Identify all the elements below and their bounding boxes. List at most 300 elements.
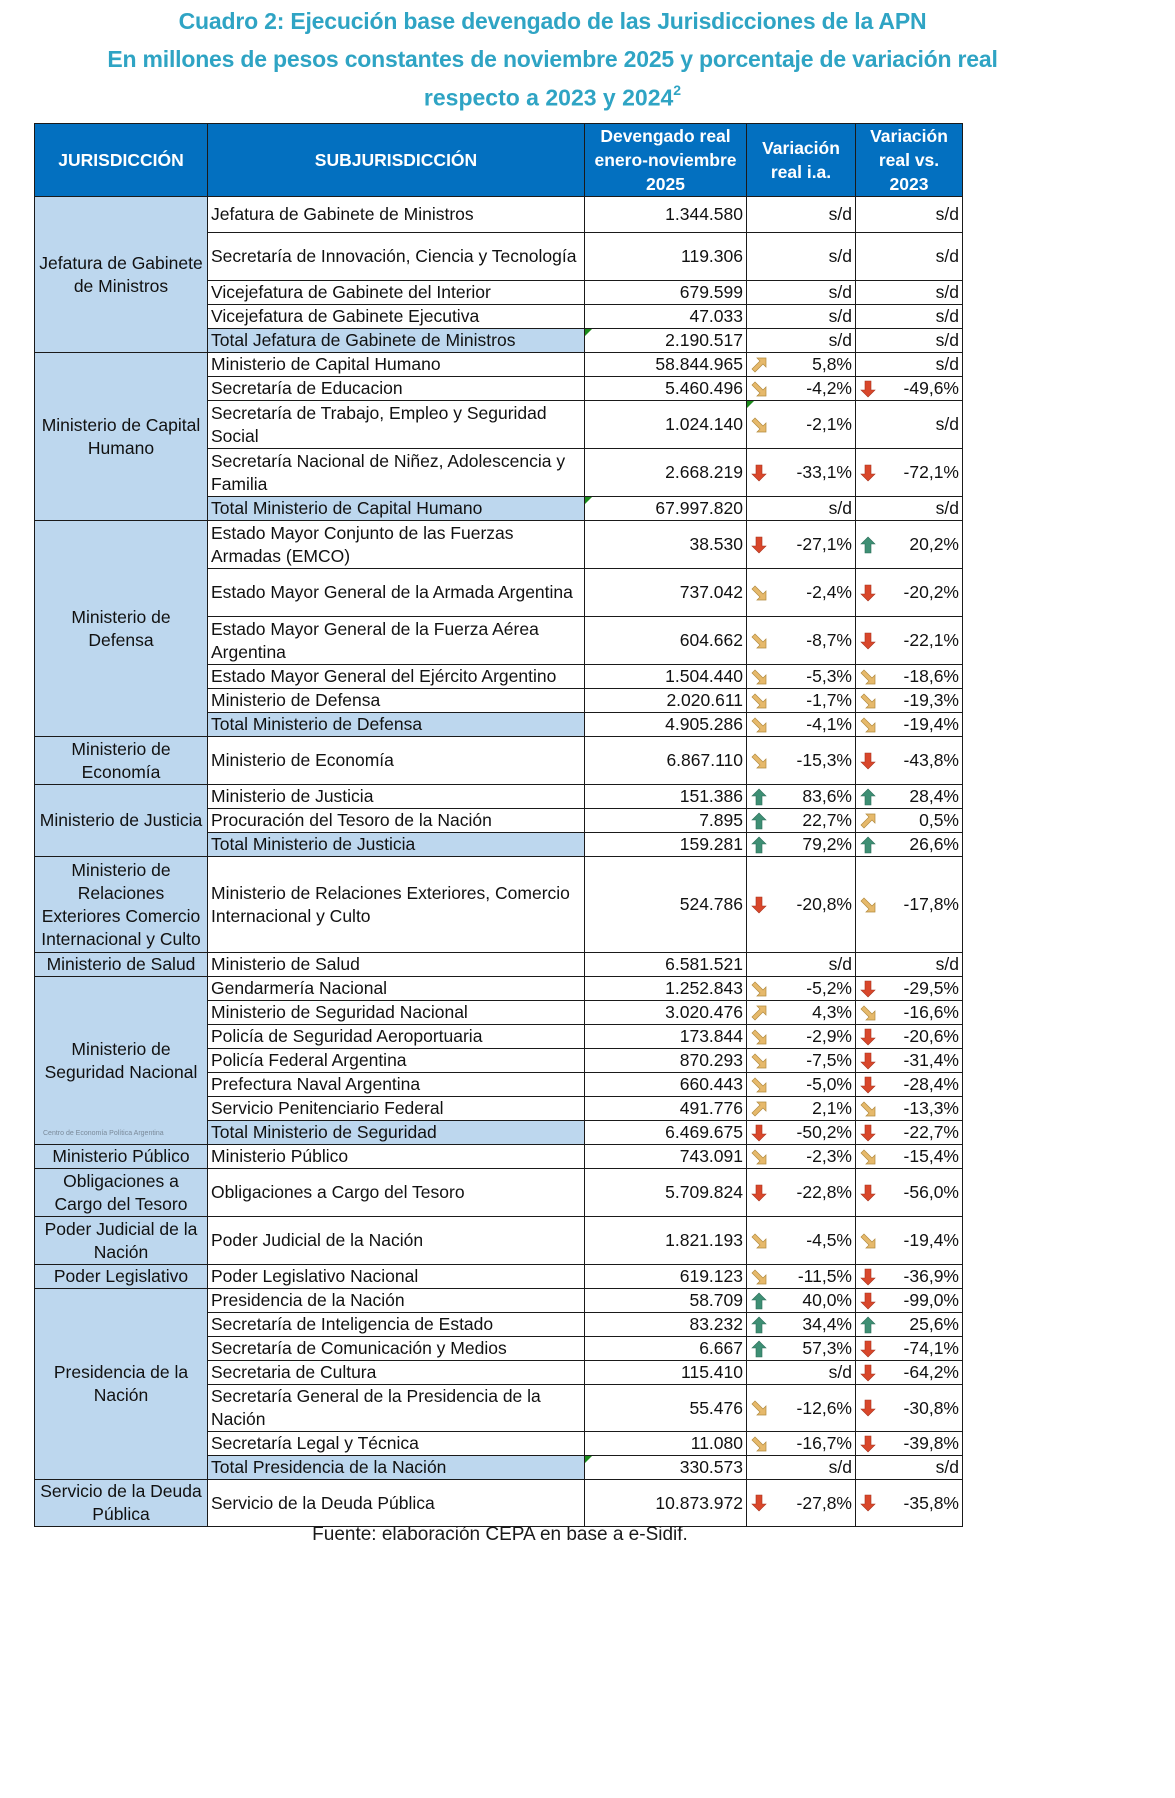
jurisdiccion-label: Presidencia de la Nación [53,1362,189,1405]
arrow-down-right-yellow-icon [750,1052,768,1070]
variacion-value: -12,6% [796,1397,852,1418]
variacion-ia-cell [747,1313,856,1337]
devengado-value: 38.530 [689,534,743,554]
subjurisdiccion-cell: Estado Mayor General del Ejército Argentino [208,665,585,689]
arrow-up-right-yellow-icon [750,1100,768,1118]
variacion-value: s/d [828,1457,852,1477]
devengado-value: 10.873.972 [655,1492,743,1513]
jurisdiccion-cell [35,353,208,521]
variacion-value: -5,3% [806,666,852,686]
variacion-value: 20,2% [909,534,959,554]
arrow-up-green-icon [859,836,877,854]
variacion-2023-cell [856,1001,963,1025]
devengado-value: 1.252.843 [665,978,743,998]
variacion-value: s/d [828,246,852,266]
table-row [35,977,963,1001]
devengado-cell [585,305,747,329]
arrow-down-red-icon [859,1494,877,1512]
subjurisdiccion-cell: Secretaría de Comunicación y Medios [208,1337,585,1361]
arrow-down-right-yellow-icon [750,380,768,398]
jurisdiccion-cell [35,1265,208,1289]
variacion-2023-cell [856,1456,963,1480]
table-row [35,737,963,785]
devengado-cell [585,1025,747,1049]
devengado-cell [585,401,747,449]
variacion-ia-cell [747,353,856,377]
devengado-value: 660.443 [679,1074,743,1094]
devengado-cell [585,1337,747,1361]
variacion-ia-cell [747,521,856,569]
devengado-value: 11.080 [690,1433,743,1453]
variacion-ia-cell [747,665,856,689]
variacion-value: -5,0% [806,1074,852,1094]
table-row [35,1265,963,1289]
variacion-value: -28,4% [903,1074,959,1094]
variacion-2023-cell [856,1480,963,1527]
variacion-value: -2,1% [806,414,852,434]
subjurisdiccion-cell: Ministerio Público [208,1145,585,1169]
jurisdiccion-label: Obligaciones a Cargo del Tesoro [54,1170,188,1214]
arrow-up-right-yellow-icon [750,1004,768,1022]
variacion-ia-cell [747,1169,856,1217]
devengado-cell [585,1145,747,1169]
variacion-value: -20,8% [796,894,852,914]
variacion-value: -36,9% [903,1266,959,1286]
variacion-value: -35,8% [903,1492,959,1513]
variacion-value: s/d [828,330,852,350]
devengado-cell [585,1361,747,1385]
variacion-ia-cell [747,977,856,1001]
variacion-value: -19,3% [903,690,959,710]
variacion-2023-cell [856,401,963,449]
arrow-down-red-icon [859,380,877,398]
variacion-value: s/d [828,954,852,974]
subjurisdiccion-cell: Ministerio de Capital Humano [208,353,585,377]
variacion-value: s/d [828,498,852,518]
variacion-value: -27,1% [796,534,852,554]
subjurisdiccion-cell: Servicio Penitenciario Federal [208,1097,585,1121]
variacion-2023-cell [856,977,963,1001]
variacion-2023-cell [856,569,963,617]
jurisdiccion-cell [35,1217,208,1265]
variacion-ia-cell [747,1097,856,1121]
table-subtitle-line3 [0,84,1105,112]
devengado-cell [585,1480,747,1527]
variacion-2023-cell [856,1169,963,1217]
variacion-ia-cell [747,233,856,281]
arrow-up-green-icon [859,1316,877,1334]
devengado-cell [585,377,747,401]
jurisdiccion-cell [35,737,208,785]
arrow-down-red-icon [859,1076,877,1094]
subjurisdiccion-cell: Secretaría de Educacion [208,377,585,401]
jurisdiccion-label: Ministerio de Capital Humano [41,414,201,458]
devengado-cell [585,1169,747,1217]
devengado-value: 173.844 [679,1026,743,1046]
devengado-value: 6.867.110 [666,750,743,770]
variacion-value: 5,8% [812,354,852,374]
source-note: Fuente: elaboración CEPA en base a e-Sidif. [312,1524,688,1545]
subjurisdiccion-cell: Estado Mayor General de la Armada Argentina [208,569,585,617]
variacion-value: s/d [935,1457,959,1477]
jurisdiccion-cell [35,1145,208,1169]
variacion-value: s/d [935,330,959,350]
variacion-value: -4,1% [806,714,852,734]
jurisdiccion-label: Jefatura de Gabinete de Ministros [39,252,203,296]
header-subjurisdiccion: SUBJURISDICCIÓN [208,124,585,197]
variacion-value: -2,9% [806,1026,852,1046]
table-row [35,197,963,233]
variacion-value: -20,2% [903,582,959,602]
variacion-value: -39,8% [903,1433,959,1453]
devengado-value: 4.905.286 [665,714,743,734]
devengado-cell [585,449,747,497]
devengado-value: 67.997.820 [655,498,743,518]
devengado-value: 58.709 [689,1290,743,1310]
variacion-value: s/d [828,1362,852,1382]
variacion-value: s/d [828,282,852,302]
variacion-value: -22,8% [796,1182,852,1202]
variacion-2023-cell [856,1097,963,1121]
variacion-value: -15,4% [903,1146,959,1166]
devengado-cell [585,977,747,1001]
jurisdiccion-label: Poder Judicial de la Nación [44,1218,198,1262]
variacion-value: 26,6% [909,834,959,854]
devengado-value: 491.776 [679,1098,743,1118]
devengado-cell [585,197,747,233]
total-label: Total Ministerio de Capital Humano [208,497,585,521]
devengado-cell [585,1265,747,1289]
variacion-ia-cell [747,281,856,305]
arrow-down-right-yellow-icon [859,896,877,914]
devengado-value: 524.786 [679,894,743,914]
variacion-ia-cell [747,857,856,953]
arrow-down-red-icon [859,1340,877,1358]
arrow-down-right-yellow-icon [859,1148,877,1166]
arrow-down-right-yellow-icon [750,1232,768,1250]
variacion-value: -7,5% [806,1050,852,1070]
table-row [35,785,963,809]
variacion-2023-cell [856,833,963,857]
arrow-down-red-icon [750,896,768,914]
variacion-value: -8,7% [806,630,852,650]
variacion-ia-cell [747,1289,856,1313]
jurisdiccion-label: Ministerio de Seguridad Nacional [44,1038,198,1082]
variacion-2023-cell [856,1313,963,1337]
table-subtitle: En millones de pesos constantes de noviembre 2025 y porcentaje de variación real [107,46,998,72]
variacion-value: -4,2% [806,378,852,398]
subjurisdiccion-cell: Gendarmería Nacional [208,977,585,1001]
devengado-value: 119.306 [681,246,743,266]
subjurisdiccion-cell: Secretaría de Inteligencia de Estado [208,1313,585,1337]
devengado-cell [585,953,747,977]
variacion-ia-cell [747,497,856,521]
variacion-value: s/d [828,306,852,326]
variacion-2023-cell [856,713,963,737]
variacion-2023-cell [856,377,963,401]
variacion-2023-cell [856,1385,963,1432]
variacion-ia-cell [747,377,856,401]
cell-note-marker-icon [585,1456,592,1463]
subjurisdiccion-cell: Vicejefatura de Gabinete del Interior [208,281,585,305]
variacion-2023-cell [856,665,963,689]
variacion-ia-cell [747,785,856,809]
subjurisdiccion-cell: Secretaría Legal y Técnica [208,1432,585,1456]
subjurisdiccion-cell: Poder Legislativo Nacional [208,1265,585,1289]
devengado-cell [585,713,747,737]
variacion-value: -20,6% [903,1026,959,1046]
variacion-value: s/d [935,354,959,374]
variacion-value: -19,4% [903,1230,959,1250]
cell-note-marker-icon [585,497,592,504]
arrow-down-right-yellow-icon [859,716,877,734]
arrow-down-red-icon [859,464,877,482]
variacion-value: -5,2% [806,978,852,998]
variacion-value: -99,0% [903,1290,959,1310]
variacion-2023-cell [856,233,963,281]
subjurisdiccion-cell: Prefectura Naval Argentina [208,1073,585,1097]
variacion-2023-cell [856,1025,963,1049]
devengado-value: 604.662 [679,630,743,650]
variacion-value: -1,7% [806,690,852,710]
devengado-value: 1.821.193 [665,1230,743,1250]
arrow-down-red-icon [859,584,877,602]
variacion-value: s/d [828,204,852,224]
subjurisdiccion-cell: Obligaciones a Cargo del Tesoro [208,1169,585,1217]
variacion-value: -13,3% [903,1098,959,1118]
jurisdiccion-cell [35,521,208,737]
subjurisdiccion-cell: Secretaria de Cultura [208,1361,585,1385]
variacion-ia-cell [747,1337,856,1361]
devengado-cell [585,617,747,665]
variacion-ia-cell [747,1073,856,1097]
variacion-value: -64,2% [903,1362,959,1382]
arrow-down-right-yellow-icon [750,632,768,650]
variacion-ia-cell [747,1121,856,1145]
arrow-down-red-icon [859,1435,877,1453]
variacion-value: 2,1% [812,1098,852,1118]
variacion-ia-cell [747,1001,856,1025]
arrow-down-red-icon [859,632,877,650]
devengado-cell [585,353,747,377]
variacion-value: 79,2% [802,834,852,854]
devengado-value: 115.410 [681,1362,743,1382]
variacion-ia-cell [747,305,856,329]
variacion-2023-cell [856,1217,963,1265]
variacion-value: 25,6% [909,1314,959,1334]
arrow-down-red-icon [859,980,877,998]
variacion-value: 0,5% [919,810,959,830]
variacion-ia-cell [747,1049,856,1073]
variacion-value: -18,6% [903,666,959,686]
arrow-down-right-yellow-icon [750,1028,768,1046]
variacion-ia-cell [747,401,856,449]
devengado-value: 47.033 [689,306,743,326]
variacion-ia-cell [747,1432,856,1456]
arrow-down-right-yellow-icon [750,584,768,602]
table-row [35,1145,963,1169]
variacion-value: s/d [935,414,959,434]
variacion-2023-cell [856,617,963,665]
subjurisdiccion-cell: Estado Mayor Conjunto de las Fuerzas Armadas (EMCO) [208,521,585,569]
variacion-2023-cell [856,449,963,497]
subjurisdiccion-cell: Ministerio de Seguridad Nacional [208,1001,585,1025]
subjurisdiccion-cell: Secretaría General de la Presidencia de la Nación [208,1385,585,1432]
variacion-2023-cell [856,1337,963,1361]
devengado-value: 743.091 [679,1146,743,1166]
subjurisdiccion-cell: Policía Federal Argentina [208,1049,585,1073]
arrow-down-red-icon [859,1364,877,1382]
devengado-value: 83.232 [689,1314,743,1334]
variacion-ia-cell [747,1361,856,1385]
variacion-2023-cell [856,857,963,953]
header-variacion-2023: Variación real vs. 2023 [856,124,963,197]
subjurisdiccion-cell: Poder Judicial de la Nación [208,1217,585,1265]
jurisdiccion-cell [35,197,208,353]
variacion-ia-cell [747,1025,856,1049]
variacion-value: s/d [935,204,959,224]
devengado-cell [585,737,747,785]
devengado-cell [585,1097,747,1121]
variacion-value: -15,3% [796,750,852,770]
subjurisdiccion-cell: Secretaría Nacional de Niñez, Adolescencia y Familia [208,449,585,497]
arrow-down-red-icon [859,1184,877,1202]
variacion-value: -72,1% [903,462,959,482]
header-devengado: Devengado real enero-noviembre 2025 [585,124,747,197]
jurisdiccion-label: Ministerio de Salud [46,954,196,974]
jurisdiccion-cell [35,857,208,953]
total-label: Total Ministerio de Seguridad [208,1121,585,1145]
variacion-ia-cell [747,737,856,785]
devengado-value: 1.344.580 [665,204,743,224]
arrow-down-red-icon [859,752,877,770]
table-row [35,1169,963,1217]
devengado-value: 6.667 [699,1338,743,1358]
variacion-ia-cell [747,953,856,977]
variacion-2023-cell [856,1289,963,1313]
arrow-down-right-yellow-icon [750,1268,768,1286]
arrow-down-red-icon [859,1268,877,1286]
arrow-down-red-icon [859,1124,877,1142]
jurisdiccion-cell [35,953,208,977]
variacion-ia-cell [747,1480,856,1527]
variacion-ia-cell [747,1456,856,1480]
variacion-value: -56,0% [903,1182,959,1202]
variacion-2023-cell [856,1361,963,1385]
arrow-down-right-yellow-icon [750,1076,768,1094]
variacion-2023-cell [856,785,963,809]
variacion-value: 4,3% [812,1002,852,1022]
variacion-value: 28,4% [909,786,959,806]
variacion-ia-cell [747,329,856,353]
table-row [35,1289,963,1313]
arrow-down-right-yellow-icon [859,1232,877,1250]
devengado-value: 2.020.611 [666,690,743,710]
arrow-up-green-icon [750,1292,768,1310]
header-variacion-ia: Variación real i.a. [747,124,856,197]
arrow-down-right-yellow-icon [750,716,768,734]
arrow-down-right-yellow-icon [859,692,877,710]
variacion-2023-cell [856,1265,963,1289]
jurisdiccion-cell [35,1480,208,1527]
devengado-cell [585,1456,747,1480]
devengado-cell [585,1385,747,1432]
variacion-2023-cell [856,305,963,329]
devengado-value: 6.469.675 [665,1122,743,1142]
variacion-value: s/d [935,954,959,974]
variacion-2023-cell [856,497,963,521]
arrow-down-red-icon [750,464,768,482]
devengado-value: 55.476 [689,1397,743,1418]
arrow-up-green-icon [750,788,768,806]
subjurisdiccion-cell: Ministerio de Economía [208,737,585,785]
watermark-text: Centro de Economía Política Argentina [43,1130,164,1137]
variacion-value: 34,4% [802,1314,852,1334]
jurisdiccion-cell [35,977,208,1145]
devengado-cell [585,281,747,305]
variacion-2023-cell [856,329,963,353]
variacion-value: s/d [935,246,959,266]
subjurisdiccion-cell: Policía de Seguridad Aeroportuaria [208,1025,585,1049]
variacion-ia-cell [747,809,856,833]
devengado-cell [585,1217,747,1265]
jurisdiccion-cell [35,1289,208,1480]
arrow-down-right-yellow-icon [750,980,768,998]
variacion-value: 40,0% [802,1290,852,1310]
variacion-2023-cell [856,1073,963,1097]
total-label: Total Ministerio de Justicia [208,833,585,857]
variacion-2023-cell [856,953,963,977]
jurisdiccion-label: Ministerio de Justicia [39,810,203,830]
arrow-up-right-yellow-icon [859,812,877,830]
devengado-cell [585,569,747,617]
devengado-value: 6.581.521 [665,954,743,974]
jurisdiccion-label: Ministerio de Economía [71,738,171,782]
devengado-cell [585,1001,747,1025]
devengado-value: 5.460.496 [665,378,743,398]
variacion-ia-cell [747,1145,856,1169]
devengado-value: 2.190.517 [665,330,743,350]
subjurisdiccion-cell: Secretaría de Trabajo, Empleo y Seguridad Social [208,401,585,449]
jurisdiccion-label: Poder Legislativo [53,1266,189,1286]
arrow-up-green-icon [859,788,877,806]
variacion-2023-cell [856,281,963,305]
total-label: Total Jefatura de Gabinete de Ministros [208,329,585,353]
header-jurisdiccion: JURISDICCIÓN [35,124,208,197]
arrow-down-right-yellow-icon [750,416,768,434]
variacion-value: -30,8% [903,1397,959,1418]
variacion-value: -74,1% [903,1338,959,1358]
variacion-ia-cell [747,1217,856,1265]
devengado-value: 2.668.219 [665,462,743,482]
table-title: Cuadro 2: Ejecución base devengado de las Jurisdicciones de la APN [178,8,927,34]
devengado-cell [585,809,747,833]
arrow-down-right-yellow-icon [750,752,768,770]
devengado-cell [585,497,747,521]
variacion-value: -27,8% [796,1492,852,1513]
devengado-cell [585,689,747,713]
devengado-value: 737.042 [679,582,743,602]
devengado-cell [585,233,747,281]
arrow-up-green-icon [750,1340,768,1358]
devengado-value: 870.293 [679,1050,743,1070]
arrow-down-right-yellow-icon [750,668,768,686]
table-row [35,857,963,953]
subjurisdiccion-cell: Procuración del Tesoro de la Nación [208,809,585,833]
arrow-up-green-icon [750,1316,768,1334]
devengado-cell [585,857,747,953]
subjurisdiccion-cell: Vicejefatura de Gabinete Ejecutiva [208,305,585,329]
